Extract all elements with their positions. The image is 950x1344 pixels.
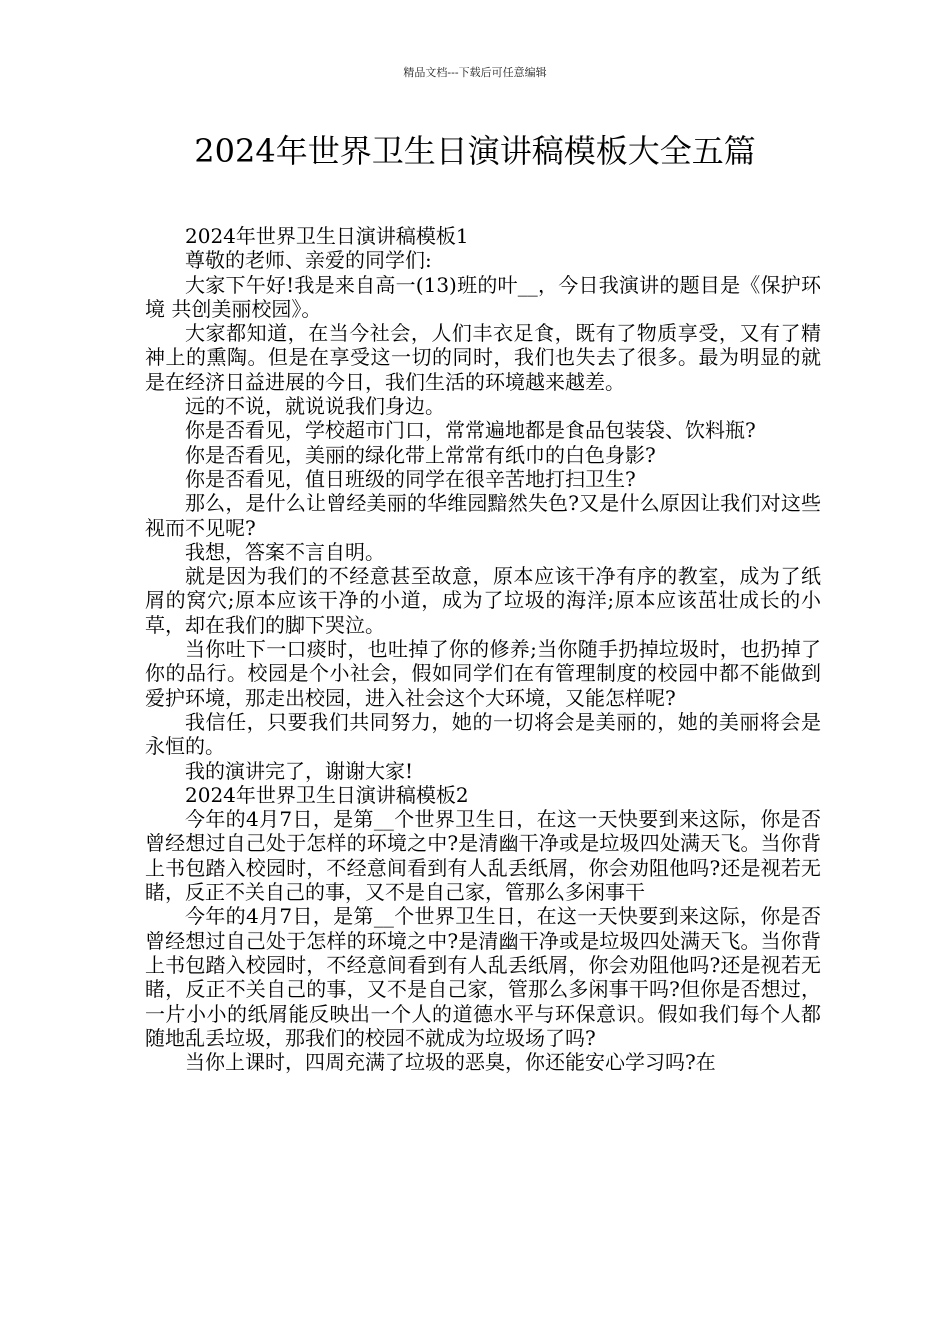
paragraph: 今年的4月7日，是第__个世界卫生日，在这一天快要到来这际，你是否曾经想过自己处于怎样的环境之中?是清幽干净或是垃圾四处满天飞。当你背上书包踏入校园时，不经意间看到有人乱丢纸屑，你会劝阻他吗?还是视若无睹，反正不关自己的事，又不是自己家，管那么多闲事干吗?但你是否想过，一片小小的纸屑能反映出一个人的道德水平与环保意识。假如我们每个人都随地乱丢垃圾，那我们的校园不就成为垃圾场了吗? [145,904,821,1050]
header-note: 精品文档---下载后可任意编辑 [403,66,547,79]
paragraph: 你是否看见，学校超市门口，常常遍地都是食品包装袋、饮料瓶? [185,418,756,443]
paragraph: 大家都知道，在当今社会，人们丰衣足食，既有了物质享受，又有了精神上的熏陶。但是在享受这一切的同时，我们也失去了很多。最为明显的就是在经济日益进展的今日，我们生活的环境越来越差。 [145,321,821,394]
paragraph: 我信任，只要我们共同努力，她的一切将会是美丽的，她的美丽将会是永恒的。 [145,709,821,759]
paragraph: 当你上课时，四周充满了垃圾的恶臭，你还能安心学习吗?在 [185,1050,716,1075]
paragraph: 我想，答案不言自明。 [185,539,385,564]
document-body [145,224,821,1074]
section-heading-1: 2024年世界卫生日演讲稿模板1 [185,224,469,248]
paragraph: 当你吐下一口痰时，也吐掉了你的修养;当你随手扔掉垃圾时，也扔掉了你的品行。校园是个小社会，假如同学们在有管理制度的校园中都不能做到爱护环境，那走出校园，进入社会这个大环境，又能怎样呢? [145,637,821,710]
paragraph: 你是否看见，值日班级的同学在很辛苦地打扫卫生? [185,466,636,491]
document-title: 2024年世界卫生日演讲稿模板大全五篇 [194,132,756,170]
paragraph: 远的不说，就说说我们身边。 [185,394,445,419]
paragraph: 我的演讲完了，谢谢大家! [185,758,414,783]
section-heading-2: 2024年世界卫生日演讲稿模板2 [185,782,469,807]
paragraph: 今年的4月7日，是第__个世界卫生日，在这一天快要到来这际，你是否曾经想过自己处于怎样的环境之中?是清幽干净或是垃圾四处满天飞。当你背上书包踏入校园时，不经意间看到有人乱丢纸屑，你会劝阻他吗?还是视若无睹，反正不关自己的事，又不是自己家，管那么多闲事干 [145,807,821,905]
salutation: 尊敬的老师、亲爱的同学们: [185,248,432,273]
paragraph: 大家下午好!我是来自高一(13)班的叶__，今日我演讲的题目是《保护环境 共创美丽校园》。 [145,272,821,321]
paragraph: 你是否看见，美丽的绿化带上常常有纸巾的白色身影? [185,442,656,467]
paragraph: 那么，是什么让曾经美丽的华维园黯然失色?又是什么原因让我们对这些视而不见呢? [145,491,821,540]
paragraph: 就是因为我们的不经意甚至故意，原本应该干净有序的教室，成为了纸屑的窝穴;原本应该干净的小道，成为了垃圾的海洋;原本应该茁壮成长的小草，却在我们的脚下哭泣。 [145,564,821,637]
